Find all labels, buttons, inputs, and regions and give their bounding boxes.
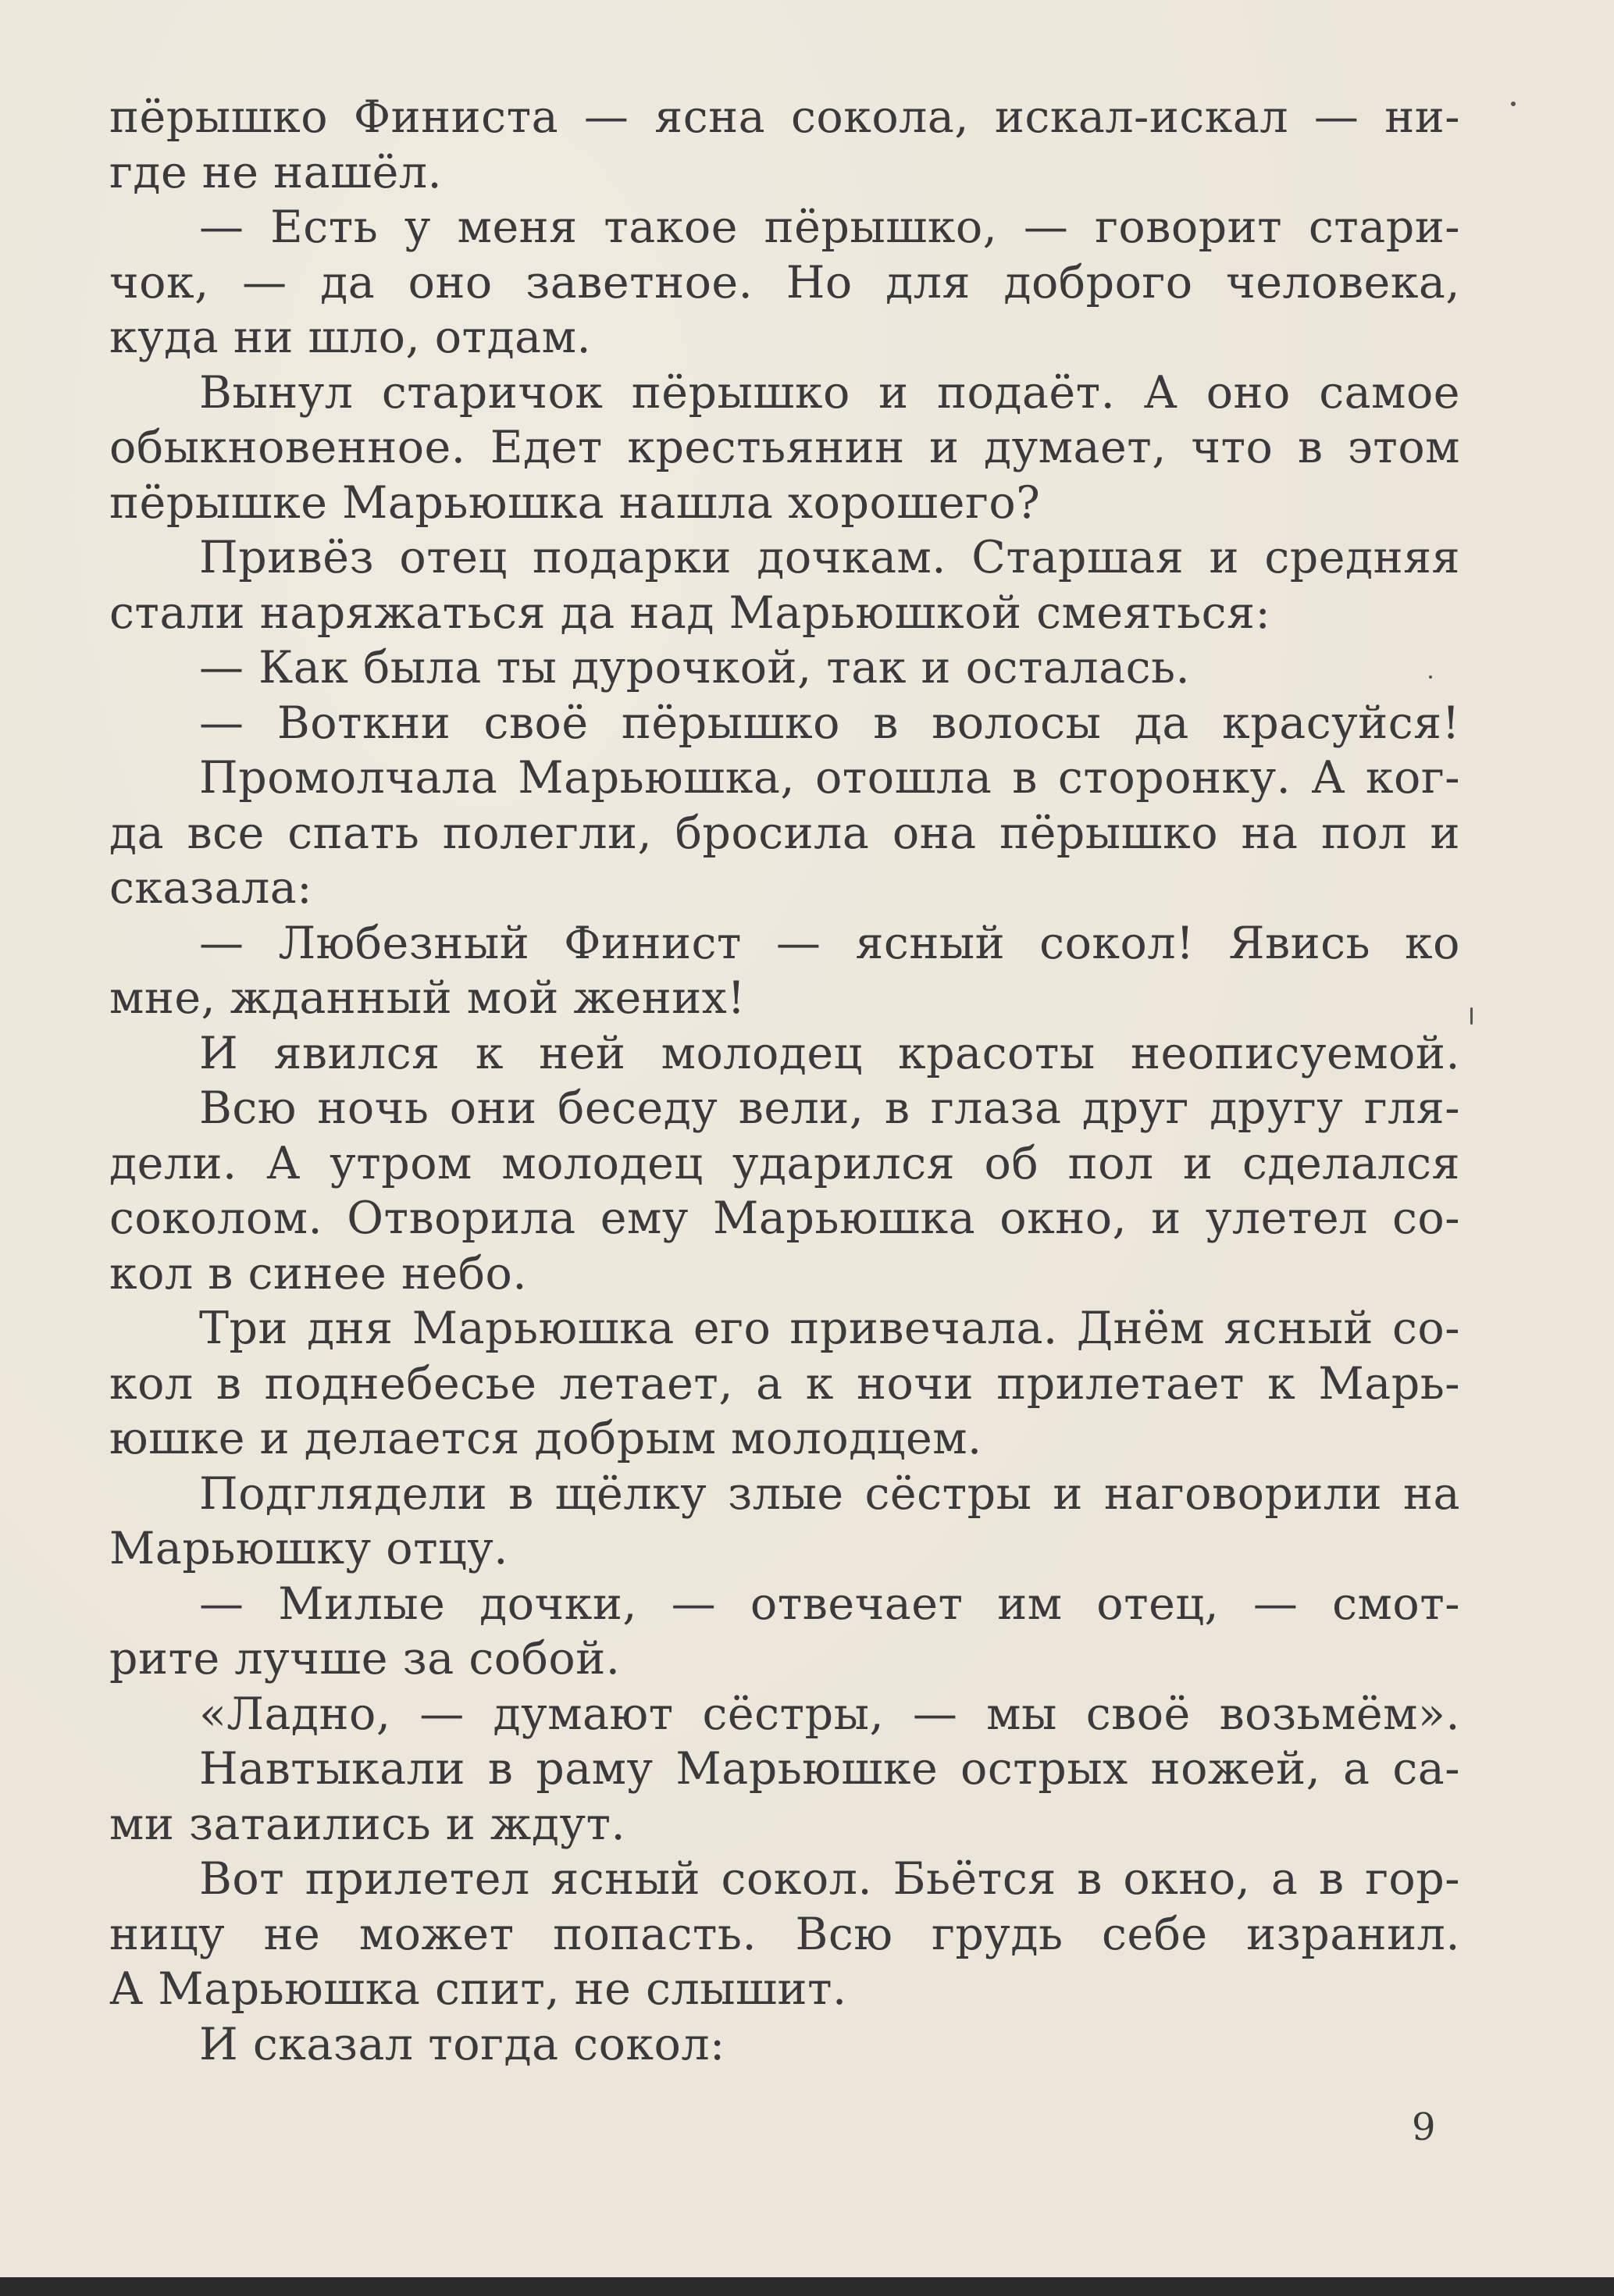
text-line: юшке и делается добрым молодцем.: [109, 1413, 982, 1464]
text-line: Вынул старичок пёрышко и подаёт. А оно самое: [199, 366, 1460, 419]
paper-speck: [1470, 1007, 1473, 1025]
scan-edge: [0, 2277, 1614, 2296]
text-line: А Марьюшка спит, не слышит.: [109, 1963, 847, 2015]
text-line: Подглядели в щёлку злые сёстры и наговорили на: [199, 1467, 1460, 1520]
text-line: ми затаились и ждут.: [109, 1798, 626, 1850]
text-line: Промолчала Марьюшка, отошла в сторонку. А ког-: [199, 752, 1460, 804]
page-text: [109, 90, 1460, 2072]
text-line: чок, — да оно заветное. Но для доброго человека,: [109, 256, 1460, 308]
text-line: Вот прилетел ясный сокол. Бьётся в окно, а в гор-: [199, 1853, 1460, 1905]
text-line: — Воткни своё пёрышко в волосы да красуйся!: [199, 697, 1460, 749]
text-line: — Милые дочки, — отвечает им отец, — смот-: [199, 1578, 1460, 1630]
text-line: «Ладно, — думают сёстры, — мы своё возьмём».: [199, 1688, 1460, 1740]
text-line: где не нашёл.: [109, 146, 443, 198]
page-number: 9: [1412, 2105, 1436, 2149]
text-line: рите лучше за собой.: [109, 1633, 621, 1685]
text-line: ницу не может попасть. Всю грудь себе изранил.: [109, 1908, 1460, 1960]
text-line: Навтыкали в раму Марьюшке острых ножей, а са-: [199, 1743, 1460, 1795]
text-line: — Как была ты дурочкой, так и осталась.: [199, 642, 1191, 693]
text-line: стали наряжаться да над Марьюшкой смеяться:: [109, 586, 1271, 639]
text-line: — Есть у меня такое пёрышко, — говорит стари-: [199, 201, 1460, 253]
text-line: мне, жданный мой жених!: [109, 972, 746, 1024]
text-line: куда ни шло, отдам.: [109, 312, 592, 363]
text-line: — Любезный Финист — ясный сокол! Явись ко: [199, 917, 1460, 969]
text-line: Марьюшку отцу.: [109, 1523, 508, 1574]
paper-speck: [1511, 102, 1516, 106]
text-line: кол в синее небо.: [109, 1247, 527, 1300]
text-line: пёрышке Марьюшка нашла хорошего?: [109, 476, 1041, 529]
text-line: пёрышко Финиста — ясна сокола, искал-искал — ни-: [109, 91, 1460, 143]
text-line: Привёз отец подарки дочкам. Старшая и средняя: [199, 532, 1460, 583]
text-line: соколом. Отворила ему Марьюшка окно, и улетел со-: [109, 1193, 1460, 1244]
text-line: да все спать полегли, бросила она пёрышко на пол и: [109, 807, 1460, 859]
text-line: И явился к ней молодец красоты неописуемой.: [199, 1027, 1460, 1079]
paper-speck: [1429, 676, 1432, 679]
text-line: кол в поднебесье летает, а к ночи прилетает к Марь-: [109, 1357, 1460, 1410]
text-line: И сказал тогда сокол:: [199, 2018, 725, 2070]
text-line: Три дня Марьюшка его привечала. Днём ясный со-: [199, 1303, 1460, 1354]
text-line: обыкновенное. Едет крестьянин и думает, что в этом: [109, 422, 1460, 473]
text-line: дели. А утром молодец ударился об пол и сделался: [109, 1137, 1460, 1189]
text-line: Всю ночь они беседу вели, в глаза друг другу гля-: [199, 1082, 1460, 1134]
text-line: сказала:: [109, 862, 312, 914]
